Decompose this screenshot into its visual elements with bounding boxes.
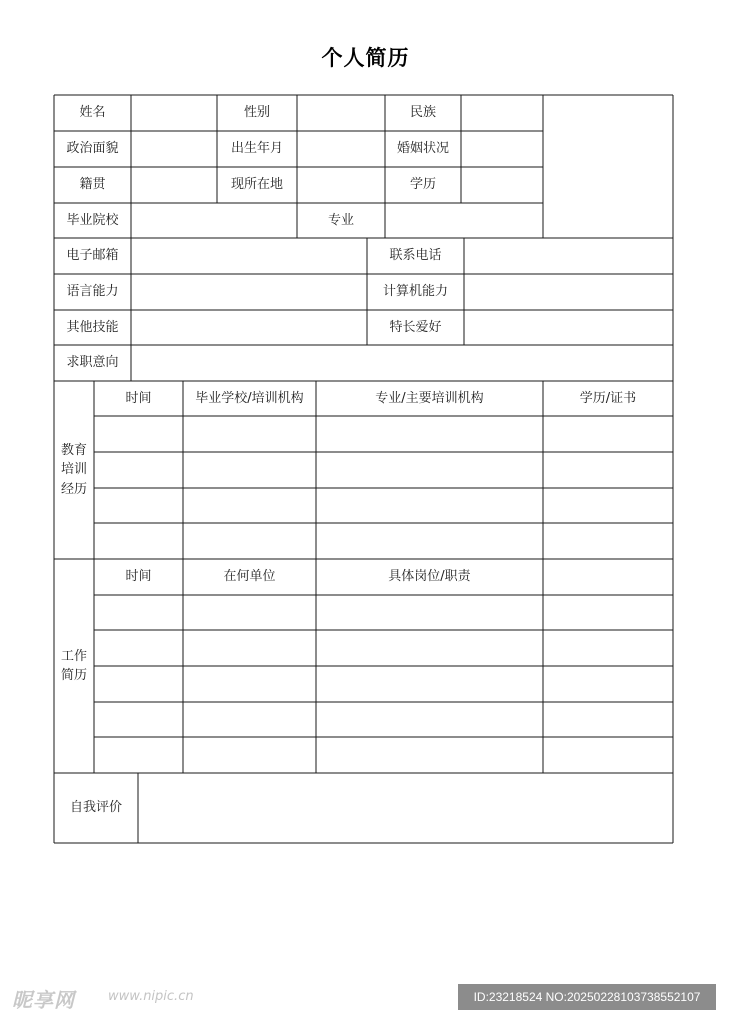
other-skills-label: 其他技能 <box>66 319 119 335</box>
ethnicity-field[interactable] <box>462 96 542 130</box>
other-skills-field[interactable] <box>132 311 366 344</box>
gender-field[interactable] <box>298 96 384 130</box>
page-title: 个人简历 <box>321 46 410 70</box>
education-header-time: 时间 <box>125 390 152 406</box>
hometown-label: 籍贯 <box>79 177 106 193</box>
school-label: 毕业院校 <box>66 212 119 228</box>
watermark-id-badge: ID:23218524 NO:20250228103738552107 <box>458 984 716 1010</box>
objective-field[interactable] <box>132 346 672 380</box>
email-label: 电子邮箱 <box>66 248 119 264</box>
hometown-field[interactable] <box>132 168 216 202</box>
name-field[interactable] <box>132 96 216 130</box>
name-label: 姓名 <box>79 105 106 121</box>
work-label-line: 简历 <box>60 668 87 683</box>
work-header-time: 时间 <box>125 569 152 585</box>
education-label-line: 教育 <box>60 442 87 458</box>
birth-field[interactable] <box>298 132 384 166</box>
politics-field[interactable] <box>132 132 216 166</box>
work-header-extra <box>543 559 673 595</box>
hobbies-field[interactable] <box>465 311 672 344</box>
self-evaluation-label: 自我评价 <box>69 800 122 816</box>
language-field[interactable] <box>132 275 366 309</box>
watermark-logo: 昵享网 <box>12 988 75 1012</box>
marital-field[interactable] <box>462 132 542 166</box>
self-evaluation-field[interactable] <box>139 774 672 842</box>
education-header-certificate: 学历/证书 <box>579 390 637 406</box>
degree-label: 学历 <box>409 177 436 193</box>
education-header-major: 专业/主要培训机构 <box>375 390 484 406</box>
watermark-url: www.nipic.cn <box>108 989 194 1004</box>
photo-cell[interactable] <box>544 96 672 237</box>
residence-label: 现所在地 <box>230 177 283 193</box>
phone-label: 联系电话 <box>389 248 442 264</box>
school-field[interactable] <box>132 204 296 237</box>
degree-field[interactable] <box>462 168 542 202</box>
phone-field[interactable] <box>465 239 672 273</box>
major-label: 专业 <box>327 212 354 228</box>
work-header-company: 在何单位 <box>223 569 276 585</box>
objective-label: 求职意向 <box>66 355 119 371</box>
work-header-position: 具体岗位/职责 <box>388 569 471 585</box>
residence-field[interactable] <box>298 168 384 202</box>
gender-label: 性别 <box>243 105 270 121</box>
ethnicity-label: 民族 <box>409 105 436 121</box>
computer-label: 计算机能力 <box>382 284 448 300</box>
education-header-school: 毕业学校/培训机构 <box>195 390 304 406</box>
email-field[interactable] <box>132 239 366 273</box>
education-label-line: 培训 <box>60 462 87 478</box>
hobbies-label: 特长爱好 <box>389 319 442 335</box>
politics-label: 政治面貌 <box>66 141 119 157</box>
computer-field[interactable] <box>465 275 672 309</box>
education-section-label <box>54 381 94 559</box>
work-section-label <box>54 559 94 773</box>
marital-label: 婚姻状况 <box>396 141 449 157</box>
education-label-line: 经历 <box>60 481 87 497</box>
major-field[interactable] <box>386 204 542 237</box>
work-label-line: 工作 <box>60 648 87 664</box>
birth-label: 出生年月 <box>230 141 283 157</box>
language-label: 语言能力 <box>66 284 119 300</box>
